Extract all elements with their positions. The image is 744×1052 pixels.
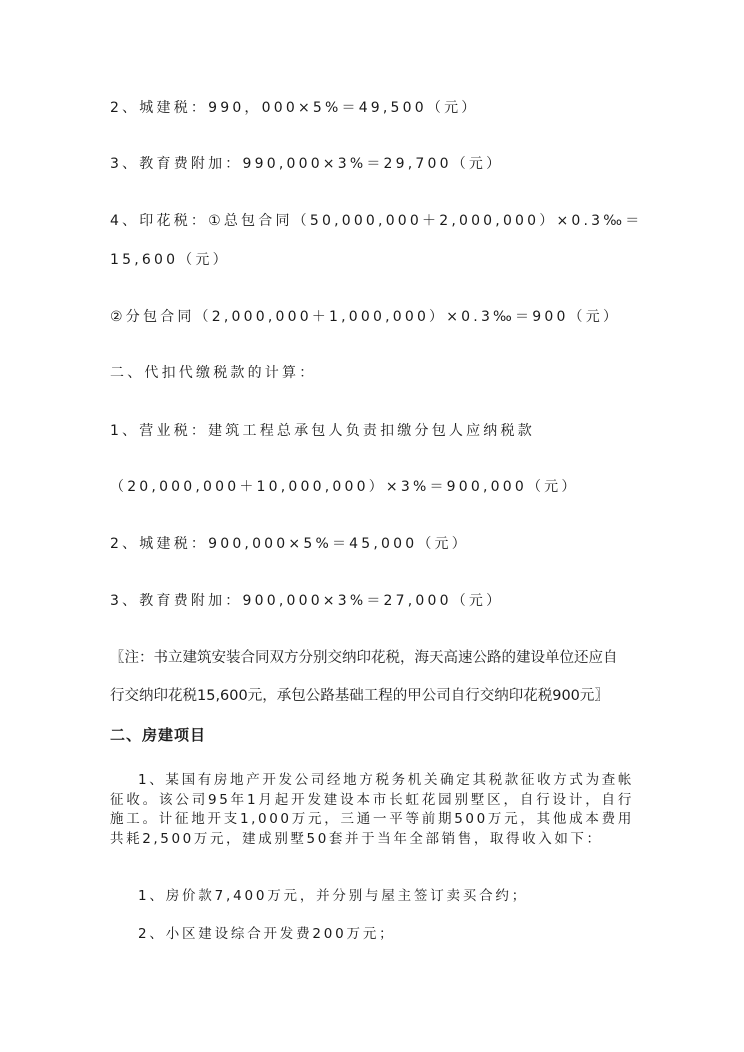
section-withholding-heading: 二、代扣代缴税款的计算： [110,365,317,381]
line-business-tax-calc: （20,000,000＋10,000,000）×3%＝900,000（元） [110,479,579,495]
line-stamp-tax-result: 15,600（元） [110,252,230,268]
line-business-tax: 1、营业税：建筑工程总承包人负责扣缴分包人应纳税款 [110,423,535,439]
note-line-2: 行交纳印花税15,600元，承包公路基础工程的甲公司自行交纳印花税900元〗 [110,688,609,704]
line-education-surcharge: 3、教育费附加：990,000×3%＝29,700（元） [110,156,504,172]
note-line-1: 〖注：书立建筑安装合同双方分别交纳印花税，海天高速公路的建设单位还应自 [110,650,618,666]
list-item-development-fee: 2、小区建设综合开发费200万元； [138,926,396,942]
list-item-house-price: 1、房价款7,400万元，并分别与屋主签订卖买合约； [138,888,529,904]
section-heading-housing: 二、房建项目 [110,726,207,744]
line-urban-construction-tax: 2、城建税：990，000×5%＝49,500（元） [110,100,479,116]
line-withheld-education-surcharge: 3、教育费附加：900,000×3%＝27,000（元） [110,593,504,609]
line-stamp-tax-general-contract: 4、印花税：①总包合同（50,000,000＋2,000,000）×0.3‰＝ [110,213,643,229]
line-withheld-urban-tax: 2、城建税：900,000×5%＝45,000（元） [110,536,469,552]
line-stamp-tax-subcontract: ②分包合同（2,000,000＋1,000,000）×0.3‰＝900（元） [110,309,621,325]
paragraph-case-description: 1、某国有房地产开发公司经地方税务机关确定其税款征收方式为查帐征收。该公司95年1月起开发建设本市长虹花园别墅区，自行设计，自行施工。计征地开支1,000万元，三通一平等前期500万元，其他成本费用共耗2,500万元，建成别墅50套并于当年全部销售，取得收入如下： [110,772,634,847]
